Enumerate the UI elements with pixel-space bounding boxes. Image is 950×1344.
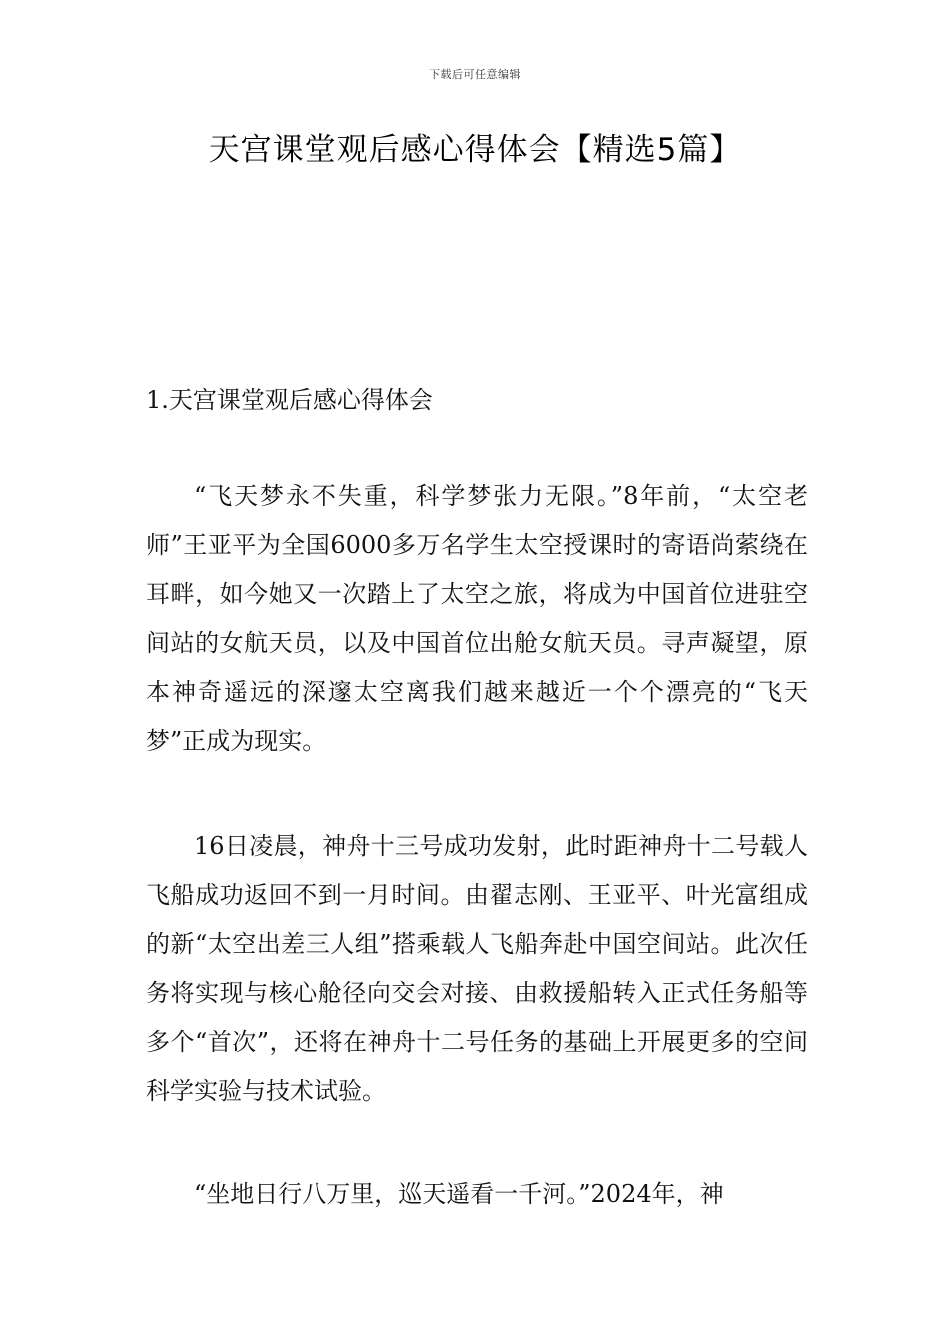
paragraph-1: “飞天梦永不失重，科学梦张力无限。”8年前，“太空老师”王亚平为全国6000多万名学生太空授课时的寄语尚萦绕在耳畔，如今她又一次踏上了太空之旅，将成为中国首位进驻空间站的女航天员，以及中国首位出舱女航天员。寻声凝望，原本神奇遥远的深邃太空离我们越来越近一个个漂亮的“飞天梦”正成为现实。 [146, 482, 808, 755]
paragraph-2: 16日凌晨，神舟十三号成功发射，此时距神舟十二号载人飞船成功返回不到一月时间。由翟志刚、王亚平、叶光富组成的新“太空出差三人组”搭乘载人飞船奔赴中国空间站。此次任务将实现与核心舱径向交会对接、由救援船转入正式任务船等多个“首次”，还将在神舟十二号任务的基础上开展更多的空间科学实验与技术试验。 [146, 832, 808, 1105]
document-title: 天宫课堂观后感心得体会【精选5篇】 [208, 132, 742, 168]
header-note: 下载后可任意编辑 [429, 68, 521, 81]
paragraph-3: “坐地日行八万里，巡天遥看一千河。”2024年，神 [194, 1180, 724, 1208]
section-heading: 1.天宫课堂观后感心得体会 [146, 386, 433, 414]
